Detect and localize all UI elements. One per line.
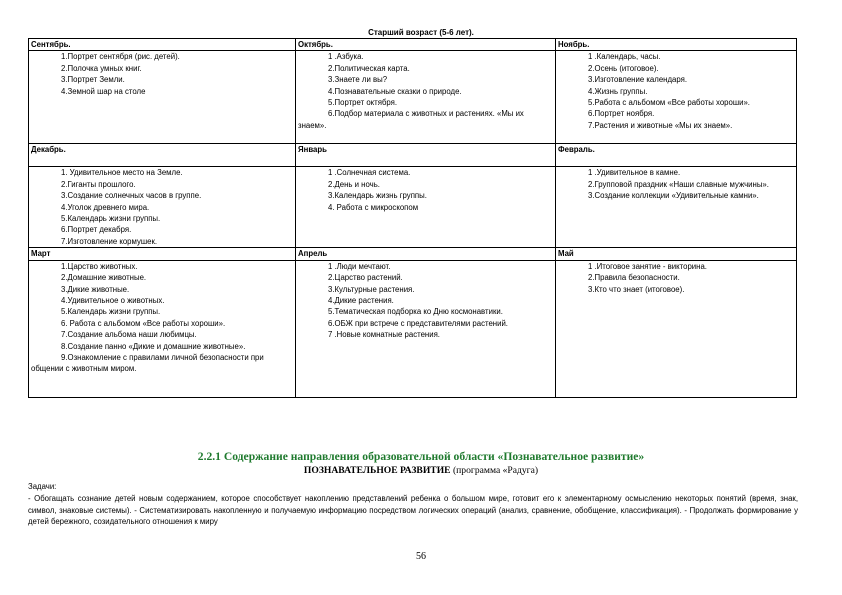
activity-item: 2.Политическая карта. [328,63,410,73]
month-name: Октябрь. [296,39,556,51]
activity-item: 4.Удивительное о животных. [61,296,165,306]
activity-item: 3.Кто что знает (итоговое). [588,284,685,294]
activity-item: 1 .Солнечная система. [328,168,411,178]
activity-item: 2.Групповой праздник «Наши славные мужчины». [588,179,769,189]
activity-item: 2.Правила безопасности. [588,273,680,283]
month-header-row [29,248,797,260]
month-header-row [29,39,797,51]
month-items [296,167,556,248]
month-name: Декабрь. [29,144,296,167]
activity-item: 3.Создание солнечных часов в группе. [61,191,202,201]
activity-item: 1 .Календарь, часы. [588,52,661,62]
activity-item: 4.Дикие растения. [328,296,394,306]
activity-item: 2.Гиганты прошлого. [61,179,136,189]
month-items [29,167,296,248]
section-heading: 2.2.1 Содержание направления образовательной области «Познавательное развитие» [197,450,645,463]
activity-item: 3.Создание коллекции «Удивительные камни». [588,191,759,201]
activity-item: 2.День и ночь. [328,179,380,189]
month-items [29,51,296,144]
activity-item: 1.Портрет сентября (рис. детей). [61,52,180,62]
month-items-row [29,51,797,144]
month-items [556,260,797,397]
tasks-label: Задачи: [28,482,57,491]
month-items-row [29,260,797,397]
activity-item: 3.Портрет Земли. [61,75,125,85]
activity-item: 4.Земной шар на столе [61,86,146,96]
month-items-row [29,167,797,248]
activity-item: 2.Домашние животные. [61,273,147,283]
activity-item: 1 .Люди мечтают. [328,261,391,271]
activity-item: 1 .Удивительное в камне. [588,168,681,178]
activity-item: 1 .Итоговое занятие - викторина. [588,261,707,271]
month-items [296,260,556,397]
month-items [296,51,556,144]
activity-item: 8.Создание панно «Дикие и домашние животные». [61,341,246,351]
activity-item: 2.Полочка умных книг. [61,63,142,73]
activity-item: 7.Создание альбома наши любимцы. [61,330,197,340]
activity-item: 6. Работа с альбомом «Все работы хороши». [61,318,226,328]
activity-item: 9.Ознакомление с правилами личной безопасности при общении с животным миром. [31,353,264,374]
activity-item: 5.Портрет октября. [328,98,398,108]
subheading-title: ПОЗНАВАТЕЛЬНОЕ РАЗВИТИЕ [303,465,451,476]
activity-item: 2.Царство растений. [328,273,403,283]
section-subheading [0,465,842,476]
month-name: Сентябрь. [29,39,296,51]
activity-item: 6.Портрет декабря. [61,225,132,235]
activity-item: 3.Знаете ли вы? [328,75,388,85]
activity-item: 5.Работа с альбомом «Все работы хороши». [588,98,750,108]
month-header-row [29,144,797,167]
month-name: Апрель [296,248,556,260]
page-number: 56 [416,551,426,562]
activity-item: 5.Календарь жизни группы. [61,307,161,317]
activity-item: 4.Уголок древнего мира. [61,202,150,212]
month-items [29,260,296,397]
activity-item: 7.Растения и животные «Мы их знаем». [588,120,733,130]
month-name: Февраль. [556,144,797,167]
activity-item: 3.Изготовление календаря. [588,75,687,85]
activity-item: 1 .Азбука. [328,52,364,62]
month-name: Март [29,248,296,260]
month-name: Ноябрь. [556,39,797,51]
activity-item: 4. Работа с микроскопом [328,202,419,212]
activity-item: 7.Изготовление кормушек. [61,236,158,246]
activity-item: 4.Познавательные сказки о природе. [328,86,462,96]
month-name: Май [556,248,797,260]
month-items [556,51,797,144]
activity-item: 4.Жизнь группы. [588,86,648,96]
activity-item: 3.Культурные растения. [328,284,415,294]
activity-item: 1.Царство животных. [61,261,138,271]
tasks-text: - Обогащать сознание детей новым содержанием, которое способствует накоплению представлений ребенка о большом мире, готовит его к элементарному осмыслению некоторых понятий (время, знак, символ, знаковые системы). - Систематизировать накопленную и получаемую информацию посредством логических операций (анализ, сравнение, обобщение, классификация). - Продолжать формирование у детей бережного, созидательного отношения к миру [28,494,798,527]
activity-item: 1. Удивительное место на Земле. [61,168,183,178]
age-group-title: Старший возраст (5-6 лет). [368,28,474,37]
activity-item: 6.ОБЖ при встрече с представителями растений. [328,318,508,328]
activity-item: 3.Дикие животные. [61,284,130,294]
activity-item: 5.Календарь жизни группы. [61,214,161,224]
month-name: Январь [296,144,556,167]
activity-item: 6.Портрет ноября. [588,109,655,119]
subheading-program: (программа «Радуга) [452,465,539,476]
activity-item: 5.Тематическая подборка ко Дню космонавтики. [328,307,503,317]
activity-item: 3.Календарь жизнь группы. [328,191,427,201]
monthly-plan-table [28,38,797,398]
activity-item: 6.Подбор материала с животных и растениях. «Мы их знаем». [298,109,524,130]
activity-item: 7 .Новые комнатные растения. [328,330,440,340]
month-items [556,167,797,248]
activity-item: 2.Осень (итоговое). [588,63,659,73]
